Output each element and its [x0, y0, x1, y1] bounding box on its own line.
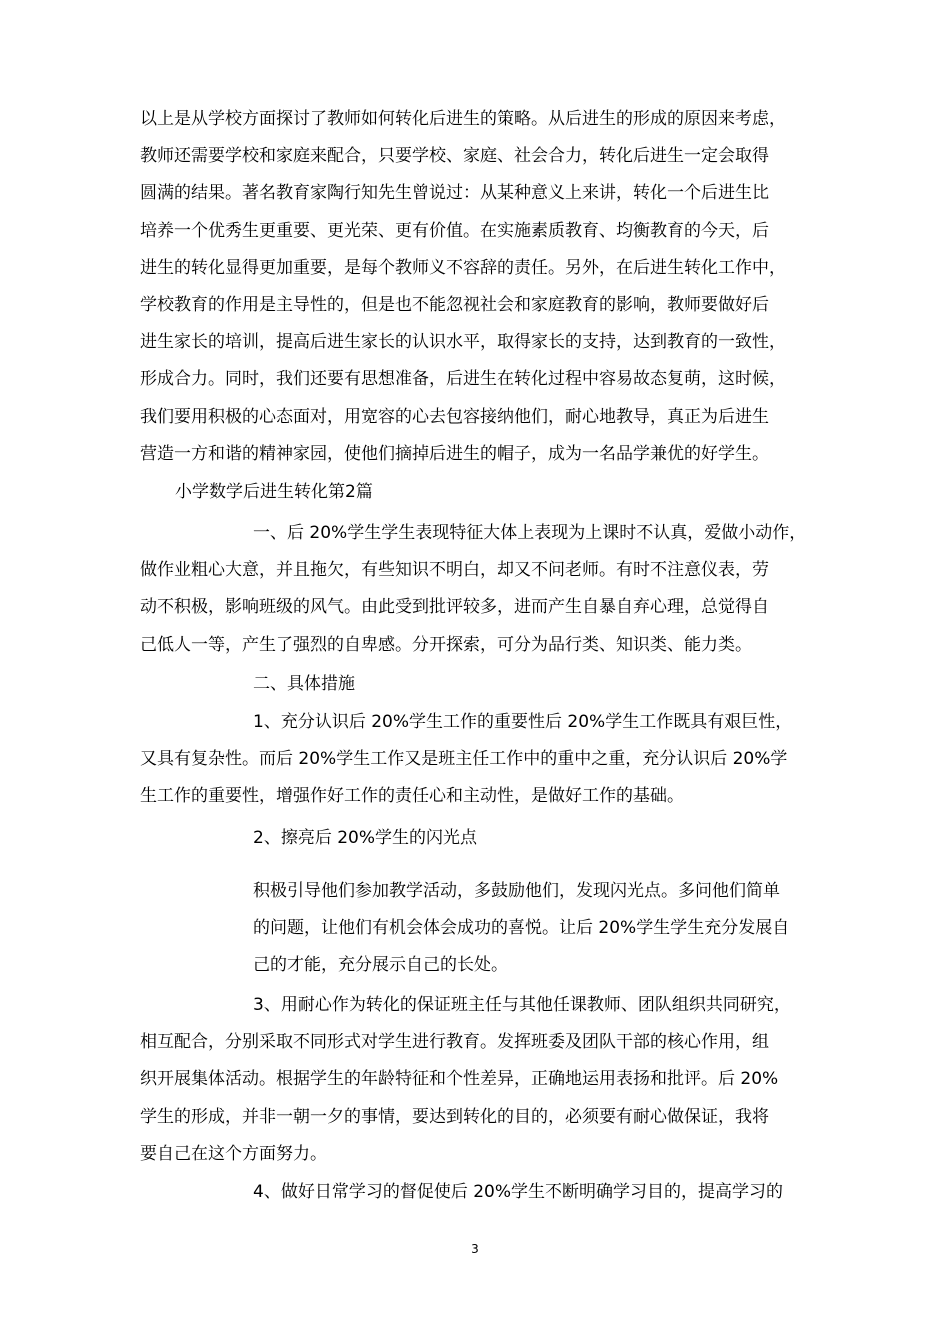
text-line: 培养一个优秀生更重要、更光荣、更有价值。在实施素质教育、均衡教育的今天，后 [140, 220, 769, 241]
text-line: 的问题，让他们有机会体会成功的喜悦。让后 20%学生学生充分发展自 [253, 918, 790, 939]
paragraph-measure-3 [140, 987, 791, 1173]
text-line: 织开展集体活动。根据学生的年龄特征和个性差异，正确地运用表扬和批评。后 20% [140, 1069, 779, 1090]
text-line: 2、擦亮后 20%学生的闪光点 [253, 828, 478, 848]
page-number: 3 [471, 1242, 479, 1256]
text-line: 动不积极，影响班级的风气。由此受到批评较多，进而产生自暴自弃心理，总觉得自 [140, 597, 769, 618]
text-line: 学生的形成，并非一朝一夕的事情，要达到转化的目的，必须要有耐心做保证，我将 [140, 1106, 769, 1127]
subheading-text: 二、具体措施 [253, 674, 355, 694]
text-line: 又具有复杂性。而后 20%学生工作又是班主任工作中的重中之重，充分认识后 20%学 [140, 749, 788, 770]
text-line: 进生家长的培训，提高后进生家长的认识水平，取得家长的支持，达到教育的一致性， [140, 332, 786, 353]
paragraph-measure-2-body [253, 873, 789, 985]
text-line: 1、充分认识后 20%学生工作的重要性后 20%学生工作既具有艰巨性， [253, 712, 793, 732]
section-heading [175, 474, 373, 511]
text-line: 学校教育的作用是主导性的，但是也不能忽视社会和家庭教育的影响，教师要做好后 [140, 295, 769, 316]
paragraph-conclusion [140, 101, 786, 473]
text-line: 一、后 20%学生学生表现特征大体上表现为上课时不认真，爱做小动作， [253, 523, 807, 543]
text-line: 形成合力。同时，我们还要有思想准备，后进生在转化过程中容易故态复萌，这时候， [140, 369, 786, 390]
text-line: 要自己在这个方面努力。 [140, 1143, 327, 1164]
text-line: 己低人一等，产生了强烈的自卑感。分开探索，可分为品行类、知识类、能力类。 [140, 634, 752, 655]
text-line: 3、用耐心作为转化的保证班主任与其他任课教师、团队组织共同研究， [253, 995, 791, 1015]
section-title: 小学数学后进生转化第2篇 [175, 482, 373, 502]
text-line: 4、做好日常学习的督促使后 20%学生不断明确学习目的，提高学习的 [253, 1182, 784, 1202]
paragraph-measure-1 [140, 704, 792, 816]
paragraph-measure-4 [253, 1174, 783, 1211]
text-line: 圆满的结果。著名教育家陶行知先生曾说过：从某种意义上来讲，转化一个后进生比 [140, 183, 769, 204]
subheading-measures [253, 666, 355, 703]
text-line: 相互配合，分别采取不同形式对学生进行教育。发挥班委及团队干部的核心作用，组 [140, 1032, 769, 1053]
text-line: 以上是从学校方面探讨了教师如何转化后进生的策略。从后进生的形成的原因来考虑， [140, 109, 786, 129]
text-line: 教师还需要学校和家庭来配合，只要学校、家庭、社会合力，转化后进生一定会取得 [140, 146, 769, 167]
text-line: 营造一方和谐的精神家园，使他们摘掉后进生的帽子，成为一名品学兼优的好学生。 [140, 443, 769, 464]
text-line: 进生的转化显得更加重要，是每个教师义不容辞的责任。另外，在后进生转化工作中， [140, 257, 786, 278]
text-line: 生工作的重要性，增强作好工作的责任心和主动性，是做好工作的基础。 [140, 786, 684, 807]
text-line: 己的才能，充分展示自己的长处。 [253, 955, 508, 976]
text-line: 我们要用积极的心态面对，用宽容的心去包容接纳他们，耐心地教导，真正为后进生 [140, 406, 769, 427]
text-line: 积极引导他们参加教学活动，多鼓励他们，发现闪光点。多问他们简单 [253, 881, 780, 901]
paragraph-characteristics [140, 515, 806, 664]
text-line: 做作业粗心大意，并且拖欠，有些知识不明白，却又不问老师。有时不注意仪表，劳 [140, 560, 769, 581]
paragraph-measure-2-title [253, 820, 477, 857]
